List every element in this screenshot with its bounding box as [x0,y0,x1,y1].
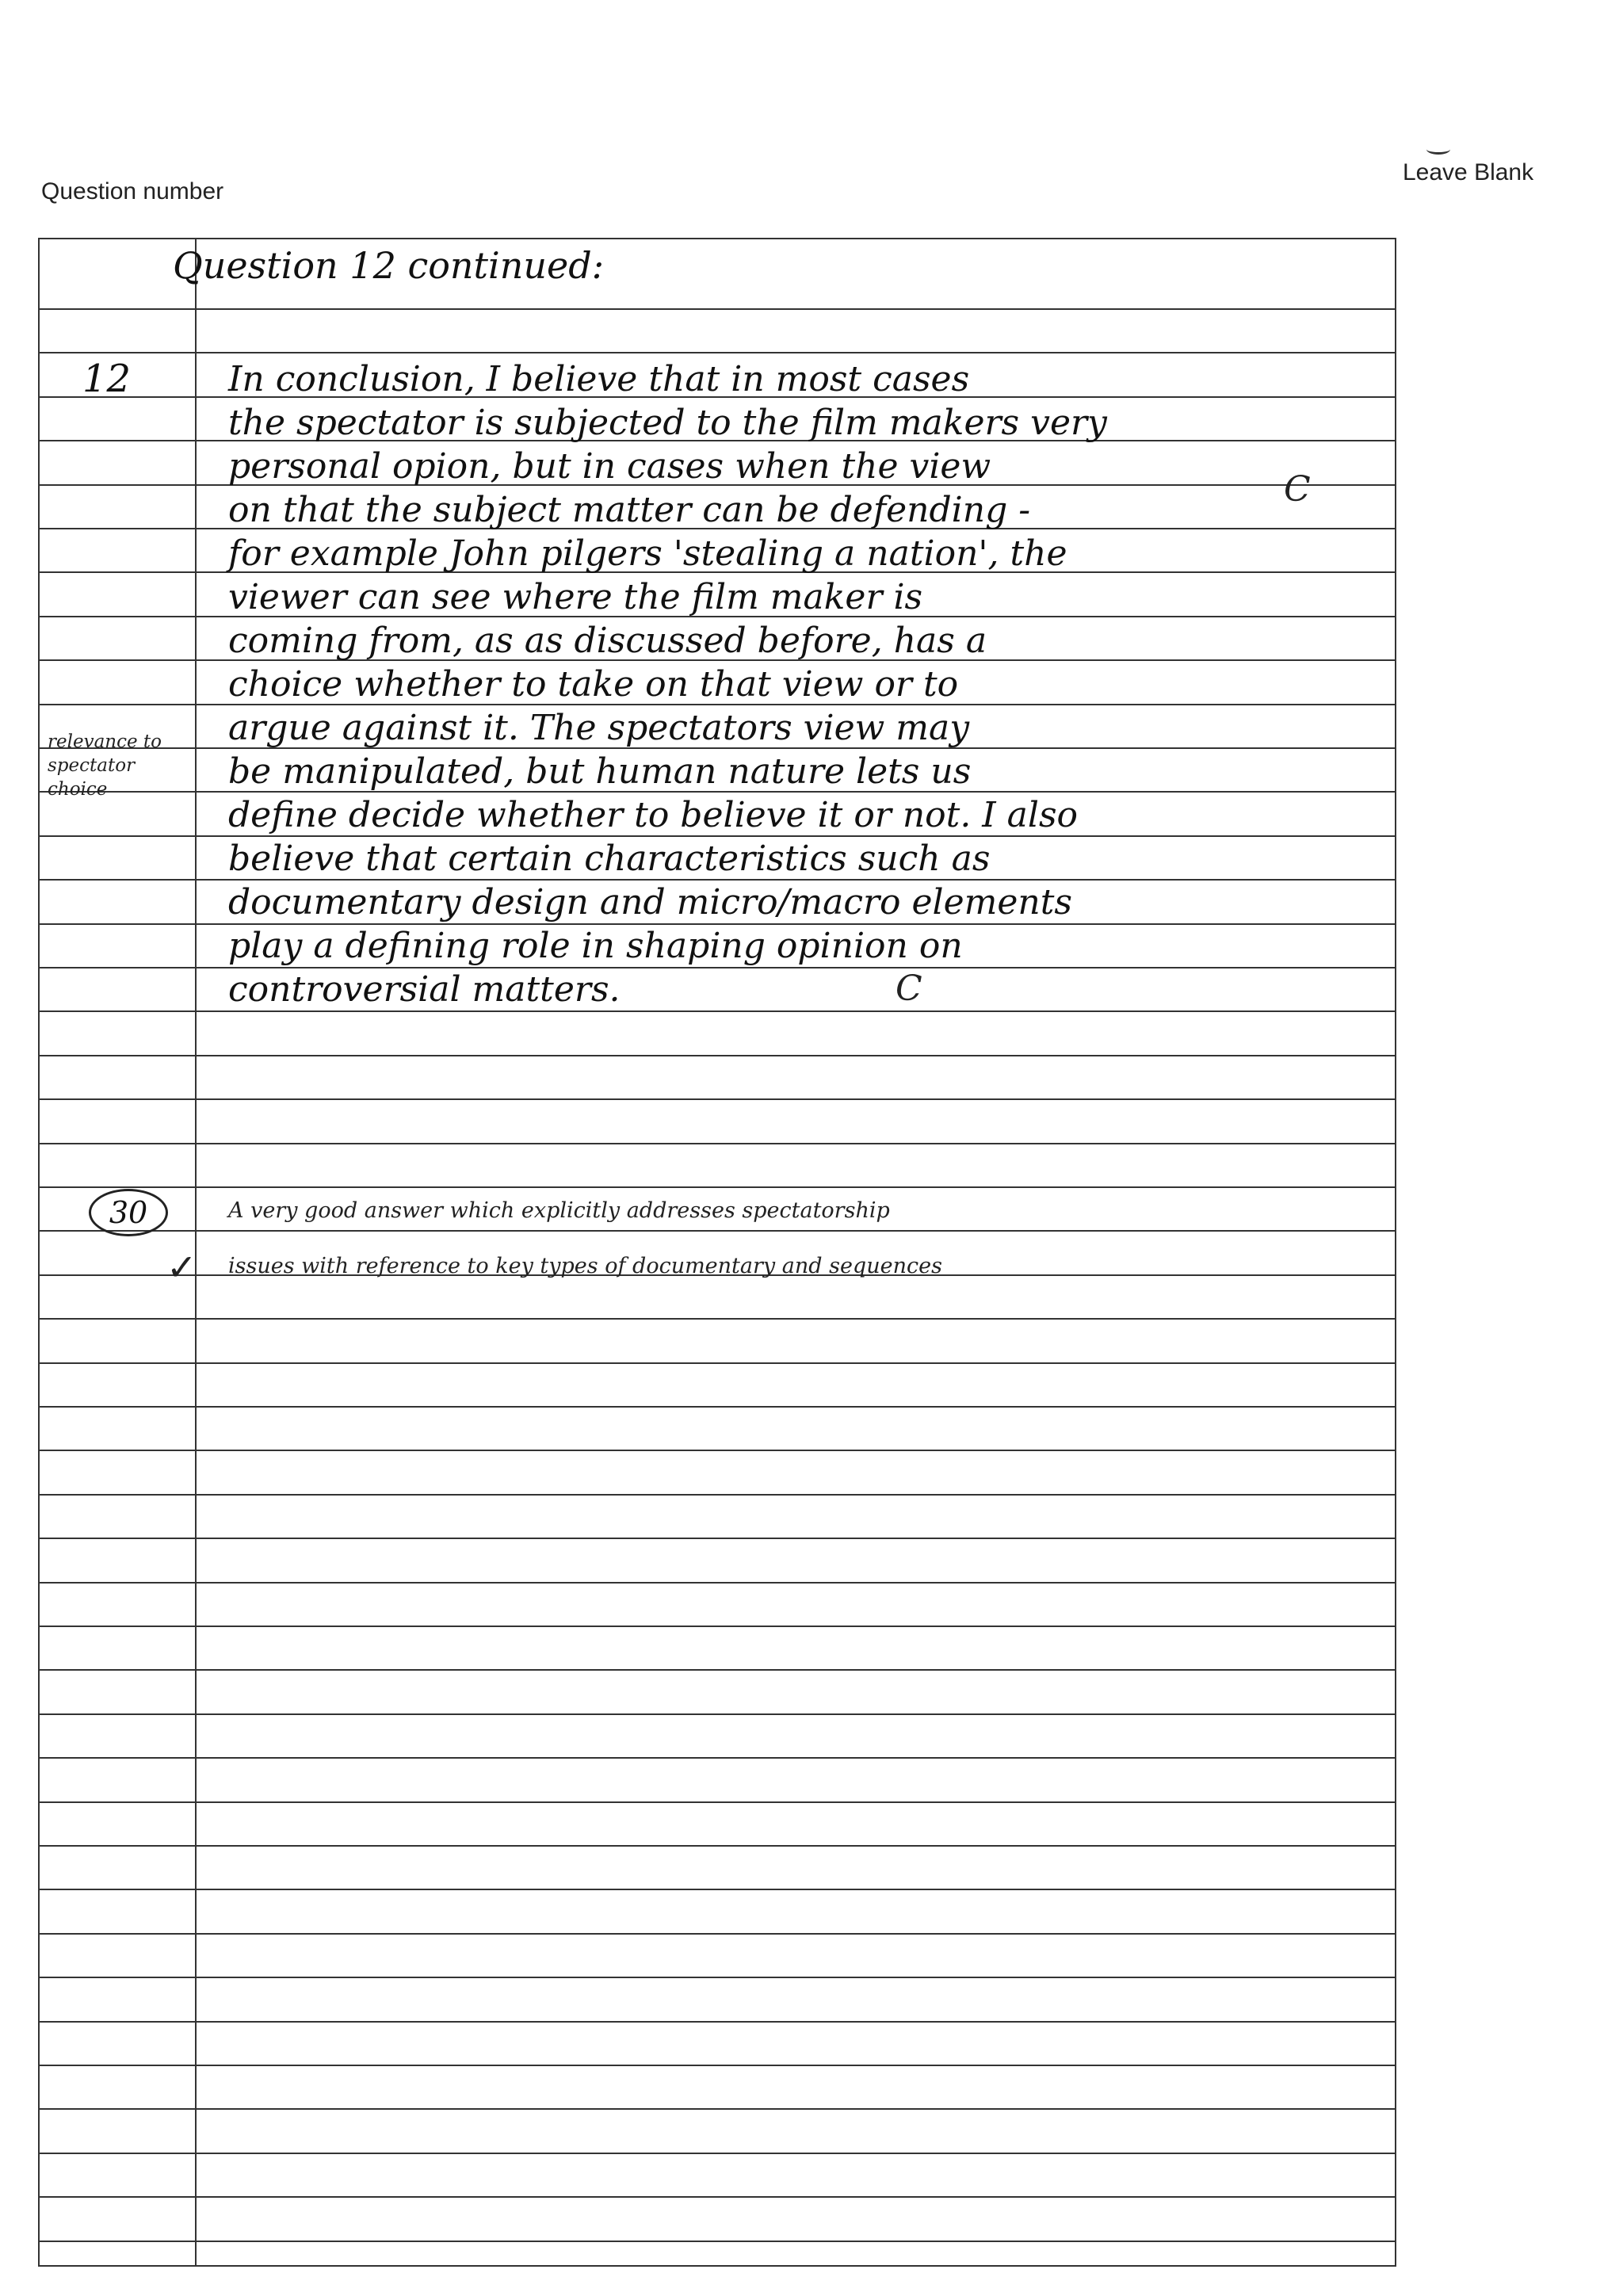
ruled-line [40,2108,1395,2110]
ruled-line [40,352,1395,353]
ruled-line [40,1757,1395,1759]
question-number-label [41,176,223,208]
leave-blank-label-text: Leave Blank [1403,159,1534,185]
ruled-line [40,1230,1395,1232]
ruled-line [40,1713,1395,1715]
answer-line: the spectator is subjected to the film makers very [228,403,1107,443]
answer-line: choice whether to take on that view or to [228,664,959,705]
margin-note: relevance to spectator choice [48,732,162,800]
ruled-line [40,1186,1395,1188]
answer-line: on that the subject matter can be defending - [228,490,1031,530]
ruled-line [40,1582,1395,1584]
ruled-line [40,1362,1395,1364]
question-number: 12 [82,357,132,401]
leave-blank-label [1403,157,1533,189]
ruled-line [40,1801,1395,1803]
gap-mark: C [896,968,922,1009]
ruled-line [40,1143,1395,1144]
answer-sheet [38,238,1396,2267]
ruled-line [40,2241,1395,2242]
ruled-line [40,308,1395,310]
ruled-line [40,2153,1395,2154]
answer-line: personal opion, but in cases when the view [228,446,991,487]
ruled-line [40,1406,1395,1408]
ruled-line [40,1669,1395,1671]
answer-line: viewer can see where the film maker is [228,577,923,617]
ruled-line [40,2021,1395,2023]
ruled-line [40,1538,1395,1539]
ruled-line [40,1977,1395,1978]
score-value: 30 [109,1195,148,1230]
ruled-line [40,1098,1395,1100]
marker-comment-line: A very good answer which explicitly addresses spectatorship [228,1198,890,1223]
ruled-line [40,1450,1395,1451]
ruled-line [40,1055,1395,1056]
ruled-line [40,2196,1395,2198]
answer-line: controversial matters. [228,969,621,1010]
ruled-line [40,1889,1395,1890]
smile-mark [1426,144,1450,155]
answer-line: be manipulated, but human nature lets us [228,751,972,792]
answer-line: In conclusion, I believe that in most cases [228,359,970,399]
score-circle [89,1189,168,1236]
marker-comment-line: issues with reference to key types of documentary and sequences [228,1254,942,1278]
ruled-line [40,1010,1395,1012]
answer-line: coming from, as as discussed before, has a [228,621,987,661]
ruled-line [40,923,1395,925]
answer-line: for example John pilgers 'stealing a nation', the [228,533,1067,574]
gap-mark: C [1284,469,1311,510]
answer-line: documentary design and micro/macro elements [228,882,1073,923]
ruled-line [40,2065,1395,2066]
answer-title: Question 12 continued: [173,244,605,287]
answer-line: argue against it. The spectators view may [228,708,970,748]
ruled-line [40,1318,1395,1320]
ruled-line [40,1845,1395,1847]
ruled-line [40,1494,1395,1496]
tick-icon: ✓ [166,1246,197,1289]
ruled-line [40,835,1395,837]
ruled-line [40,1626,1395,1627]
answer-line: believe that certain characteristics such as [228,839,991,879]
ruled-line [40,879,1395,881]
ruled-line [40,1933,1395,1935]
answer-line: define decide whether to believe it or not. I also [228,795,1079,835]
answer-line: play a defining role in shaping opinion on [228,926,963,966]
ruled-line [40,967,1395,968]
question-number-label-text: Question number [41,178,224,204]
